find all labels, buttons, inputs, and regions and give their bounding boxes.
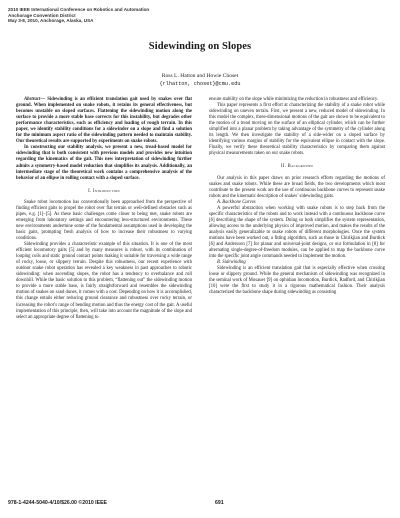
left-column xyxy=(16,97,192,321)
section-heading-background: II. Background xyxy=(281,164,313,170)
subsection-heading-backbone: A. Backbone Curves xyxy=(217,199,256,205)
subsection-heading-sidewinding: B. Sidewinding xyxy=(217,260,246,266)
intro-paragraph-3: ensure stability on the slope while minimizing the reduction in robustness and efficiency. xyxy=(209,97,379,102)
background-paragraph-1: Our analysis in this paper draws on prior research efforts regarding the motions of snakes and snake robots. While these are broad fields, the two developments which most contribute to the present work are the use of continuous backbone curves to represent snake robots and the kinematic description of snakes’ sidewinding gaits. xyxy=(209,175,385,199)
backbone-paragraph: A powerful abstraction when working with snake robots is to step back from the specific characteristics of the robots and to work instead with a continuous backbone curve [6] describing the shape of the system. Doing so both simplifies the system representation, allowing access to the underlying physics of improved motion, and makes the results of the analysis easily generalizable to snake robots of different morphologies. Once the system motions have been worked out, a fitting algorithm, such as those in Chirikjian and Burdick [6] and Andersson [7] for planar and universal-joint designs, or our formulation in [8] for alternating single-degree-of-freedom modules, can be applied to map the backbone curve into the specific joint angle commands needed to implement the motion. xyxy=(209,205,385,260)
paper-authors: Ross L. Hatton and Howie Choset xyxy=(161,73,239,79)
abstract-label: Abstract xyxy=(24,97,41,102)
abstract xyxy=(16,97,192,145)
conference-name: 2010 IEEE International Conference on Robotics and Automation xyxy=(8,7,150,12)
author-email: {rlhatton, choset}@cmu.edu xyxy=(159,81,241,87)
intro-paragraph-1: Snake robot locomotion has conventionally been approached from the perspective of finding efficient gaits to propel the robot over flat terrain or well-defined obstacles such as pipes, e.g. [1]–[5]. As these basic challenges come closer to being met, snake robots are emerging from laboratory settings and encountering less-structured environments. These new environments undermine some of the fundamental assumptions used in developing the basic gaits, prompting fresh analysis of how to increase their robustness to varying conditions. xyxy=(16,199,192,241)
section-heading-introduction: I. Introduction xyxy=(88,188,120,194)
paper-title: Sidewinding on Slopes xyxy=(148,41,252,52)
right-column xyxy=(209,97,385,296)
abstract-paragraph-2: In constructing our stability analysis, we present a new, tread-based model for sidewinding that is both consistent with previous models and provides new intuition regarding the kinematics of the gait. This new interpretation of sidewinding further admits a symmetry-based model reduction that simplifies its analysis. Additionally, an intermediate stage of the theoretical work contains a comprehensive analysis of the behavior of an ellipse in rolling contact with a sloped surface. xyxy=(16,145,192,181)
page-number: 691 xyxy=(215,500,224,506)
intro-paragraph-2: Sidewinding provides a characteristic example of this situation. It is one of the most efficient locomotory gaits [5] and by many measures is robust, with its combination of looping coils and static ground contact points making it suitable for traversing a wide range of rocky, loose, or slippery terrain. Despite this robustness, our recent experience with outdoor snake robot operation has revealed a key weakness in past approaches to robotic sidewinding: when ascending slopes, the robot has a tendency to overbalance and roll downhill. While the basic solution to this problem, “flattening out” the sidewinding motion to provide a more stable base, is fairly straightforward and resembles the sidewinding motion of snakes on sand dunes, it comes with a cost. Depending on how it is accomplished, this change entails either reducing ground clearance and robustness over rocky terrain, or increasing the robot’s range of bending motion and thus the energy cost of the gait. A useful implementation of this principle, then, will take into account the magnitude of the slope and select an appropriate degree of flattening to xyxy=(16,242,192,320)
abstract-text: — Sidewinding is an efficient translation gait used by snakes over flat ground. When implemented on snake robots, it retains its general effectiveness, but becomes unstable on sloped surfaces. Flattening the sidewinding motion along the surface to provide a more stable base corrects for this instability, but degrades other performance characteristics, such as efficiency and loading of rough terrain. In this paper, we identify stability conditions for a sidewinder on a slope and find a solution for the minimum aspect ratio of the sidewinding pattern needed to maintain stability. Our theoretical results are supported by experiments on snake robots. xyxy=(16,97,192,145)
intro-paragraph-4: This paper represents a first effort at characterizing the stability of a snake robot while sidewinding on uneven terrain. First, we present a new, reduced model of sidewinding. In this model the complex, three-dimensional motions of the gait are shown to be equivalent to the motion of a tread moving on the surface of an elliptical cylinder, which can be further simplified into a planar problem by taking advantage of the symmetry of the cylinder along its length. We then investigate the stability of a side-wider on a sloped surface by identifying various margins of stability for the equivalent ellipse in contact with the slope. Finally, we verify these theoretical stability characteristics by comparing them against physical measurements taken on our snake robots. xyxy=(209,103,385,157)
isbn-copyright: 978-1-4244-5040-4/10/$26.00 ©2010 IEEE xyxy=(8,500,108,506)
conference-venue: Anchorage Convention District xyxy=(8,12,76,18)
sidewinding-paragraph: Sidewinding is an efficient translation gait that is especially effective when crossing loose or slippery ground. While the general mechanism of sidewinding was recognized in the seminal work of Mosauer [9] on ophidian locomotion, Burdick, Radford, and Chirikjian [10] were the first to study it in a rigorous mathematical fashion. Their analysis characterized the backbone shape during sidewinding as consisting xyxy=(209,266,385,296)
conference-header xyxy=(8,7,208,24)
conference-date: May 3-8, 2010, Anchorage, Alaska, USA xyxy=(8,18,94,24)
